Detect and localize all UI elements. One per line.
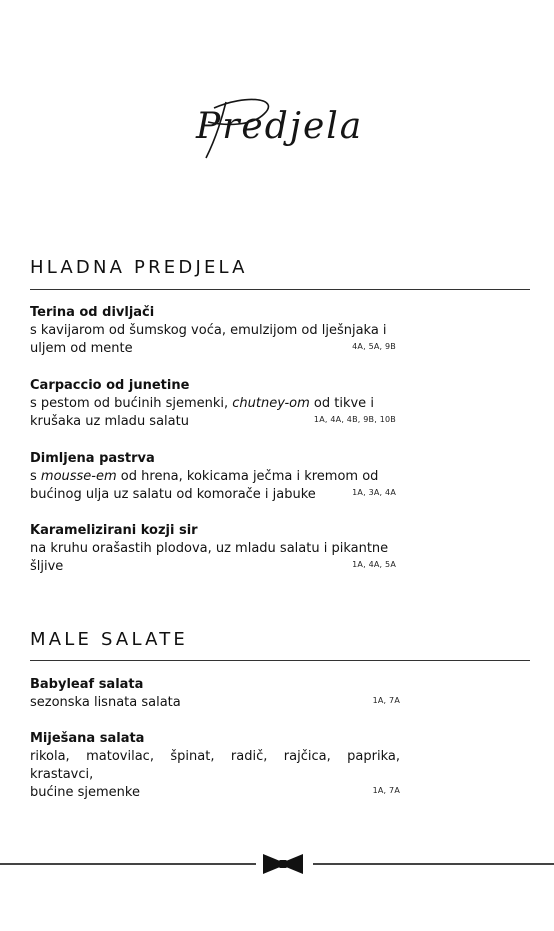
item-name: Babyleaf salata <box>30 677 144 692</box>
allergen-codes: 1A, 3A, 4A <box>352 488 396 497</box>
item-description: s mousse-em od hrena, kokicama ječma i kremom od <box>30 469 379 484</box>
bow-tie-icon <box>262 852 304 876</box>
item-name: Dimljena pastrva <box>30 451 155 466</box>
allergen-codes: 1A, 7A <box>372 786 400 795</box>
item-description-end: šljive <box>30 559 64 574</box>
item-description: na kruhu orašastih plodova, uz mladu salatu i pikantne <box>30 541 389 556</box>
footer-divider-left <box>0 863 256 865</box>
item-description-end: bućinog ulja uz salatu od komorače i jabuke <box>30 487 316 502</box>
footer-divider-right <box>313 863 554 865</box>
item-description-end: uljem od mente <box>30 341 133 356</box>
menu-item <box>30 730 400 802</box>
item-description: s pestom od bućinih sjemenki, chutney-om od tikve i <box>30 396 374 411</box>
section-divider <box>30 289 530 290</box>
item-description-end: bućine sjemenke <box>30 785 140 800</box>
menu-item <box>30 676 400 712</box>
item-description-end: sezonska lisnata salata <box>30 695 181 710</box>
menu-item <box>30 522 396 576</box>
allergen-codes: 1A, 4A, 5A <box>352 560 396 569</box>
page-title <box>186 86 386 166</box>
item-description-end: krušaka uz mladu salatu <box>30 414 189 429</box>
allergen-codes: 1A, 7A <box>372 696 400 705</box>
menu-item <box>30 377 396 431</box>
section-title-male-salate: MALE SALATE <box>30 629 188 650</box>
item-name: Miješana salata <box>30 731 145 746</box>
allergen-codes: 1A, 4A, 4B, 9B, 10B <box>313 415 396 424</box>
section-divider <box>30 660 530 661</box>
item-name: Karamelizirani kozji sir <box>30 523 198 538</box>
menu-item <box>30 450 396 504</box>
page-title-text: Predjela <box>196 106 364 147</box>
allergen-codes: 4A, 5A, 9B <box>352 342 396 351</box>
item-description: s kavijarom od šumskog voća, emulzijom od lješnjaka i <box>30 323 387 338</box>
item-name: Carpaccio od junetine <box>30 378 190 393</box>
menu-item <box>30 304 396 358</box>
item-name: Terina od divljači <box>30 305 155 320</box>
item-description: rikola, matovilac, špinat, radič, rajčica, paprika, krastavci, <box>30 749 400 782</box>
section-title-hladna-predjela: HLADNA PREDJELA <box>30 257 248 278</box>
